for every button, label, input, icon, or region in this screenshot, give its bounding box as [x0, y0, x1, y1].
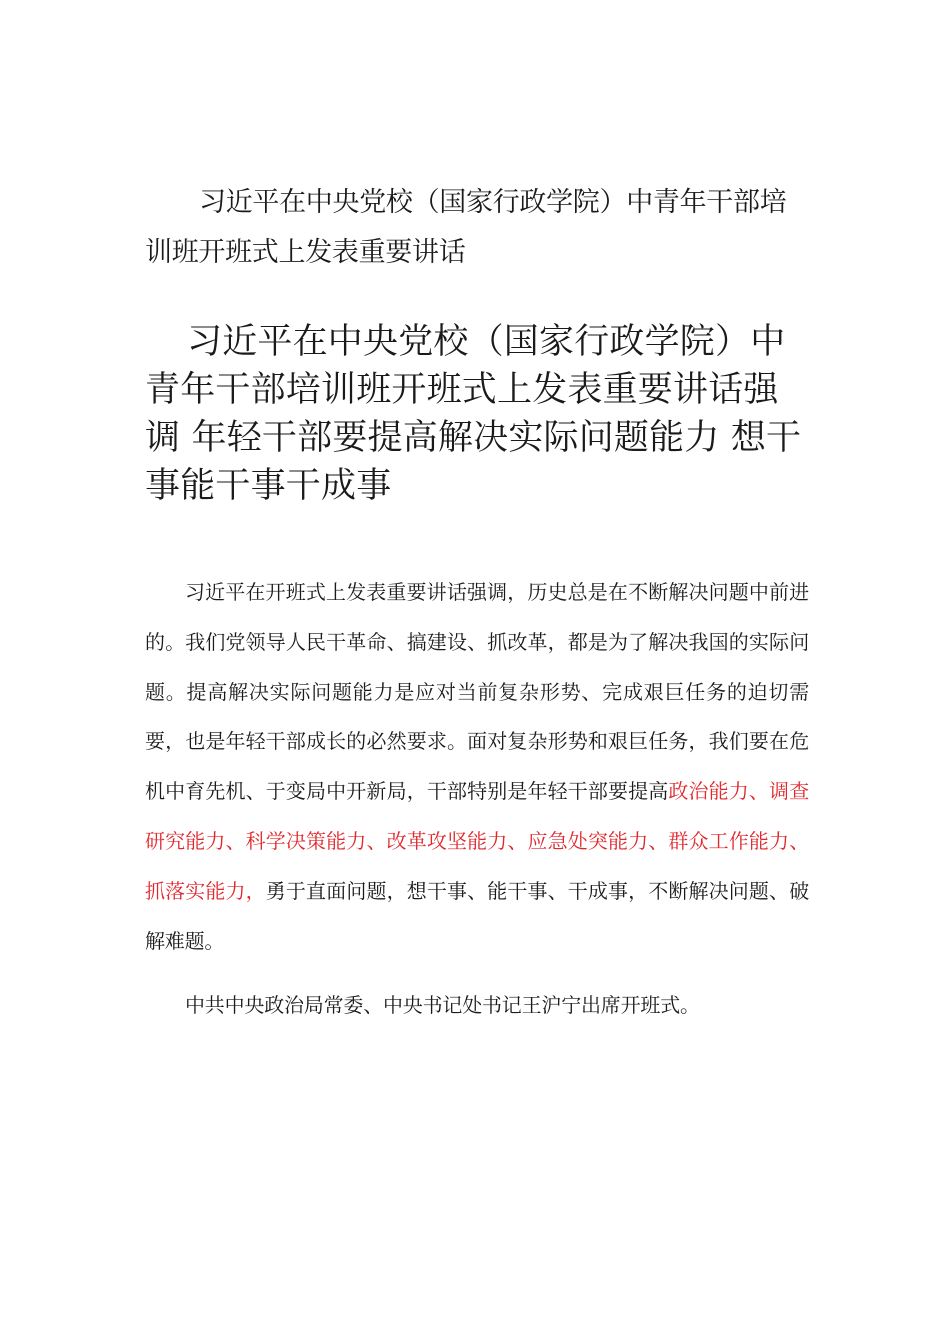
- paragraph-speech: [145, 568, 809, 966]
- document-body: [145, 178, 809, 1031]
- main-title: 习近平在中央党校（国家行政学院）中青年干部培训班开班式上发表重要讲话强调 年轻干部要提高解决实际问题能力 想干事能干事干成事: [145, 322, 802, 506]
- small-title: 习近平在中央党校（国家行政学院）中青年干部培训班开班式上发表重要讲话: [145, 187, 787, 268]
- highlighted-abilities: 政治能力、调查研究能力、科学决策能力、改革攻坚能力、应急处突能力、群众工作能力、抓落实能力，: [145, 779, 809, 903]
- paragraph-attendance: 中共中央政治局常委、中央书记处书记王沪宁出席开班式。: [185, 993, 700, 1018]
- paragraph-text-after: 勇于直面问题，想干事、能干事、干成事，不断解决问题、破解难题。: [145, 878, 809, 953]
- paragraph-text-before: 习近平在开班式上发表重要讲话强调，历史总是在不断解决问题中前进的。我们党领导人民干革命、搞建设、抓改革，都是为了解决我国的实际问题。提高解决实际问题能力是应对当前复杂形势、完成艰巨任务的迫切需要，也是年轻干部成长的必然要求。面对复杂形势和艰巨任务，我们要在危机中育先机、于变局中开新局，干部特别是年轻干部要提高: [145, 580, 809, 804]
